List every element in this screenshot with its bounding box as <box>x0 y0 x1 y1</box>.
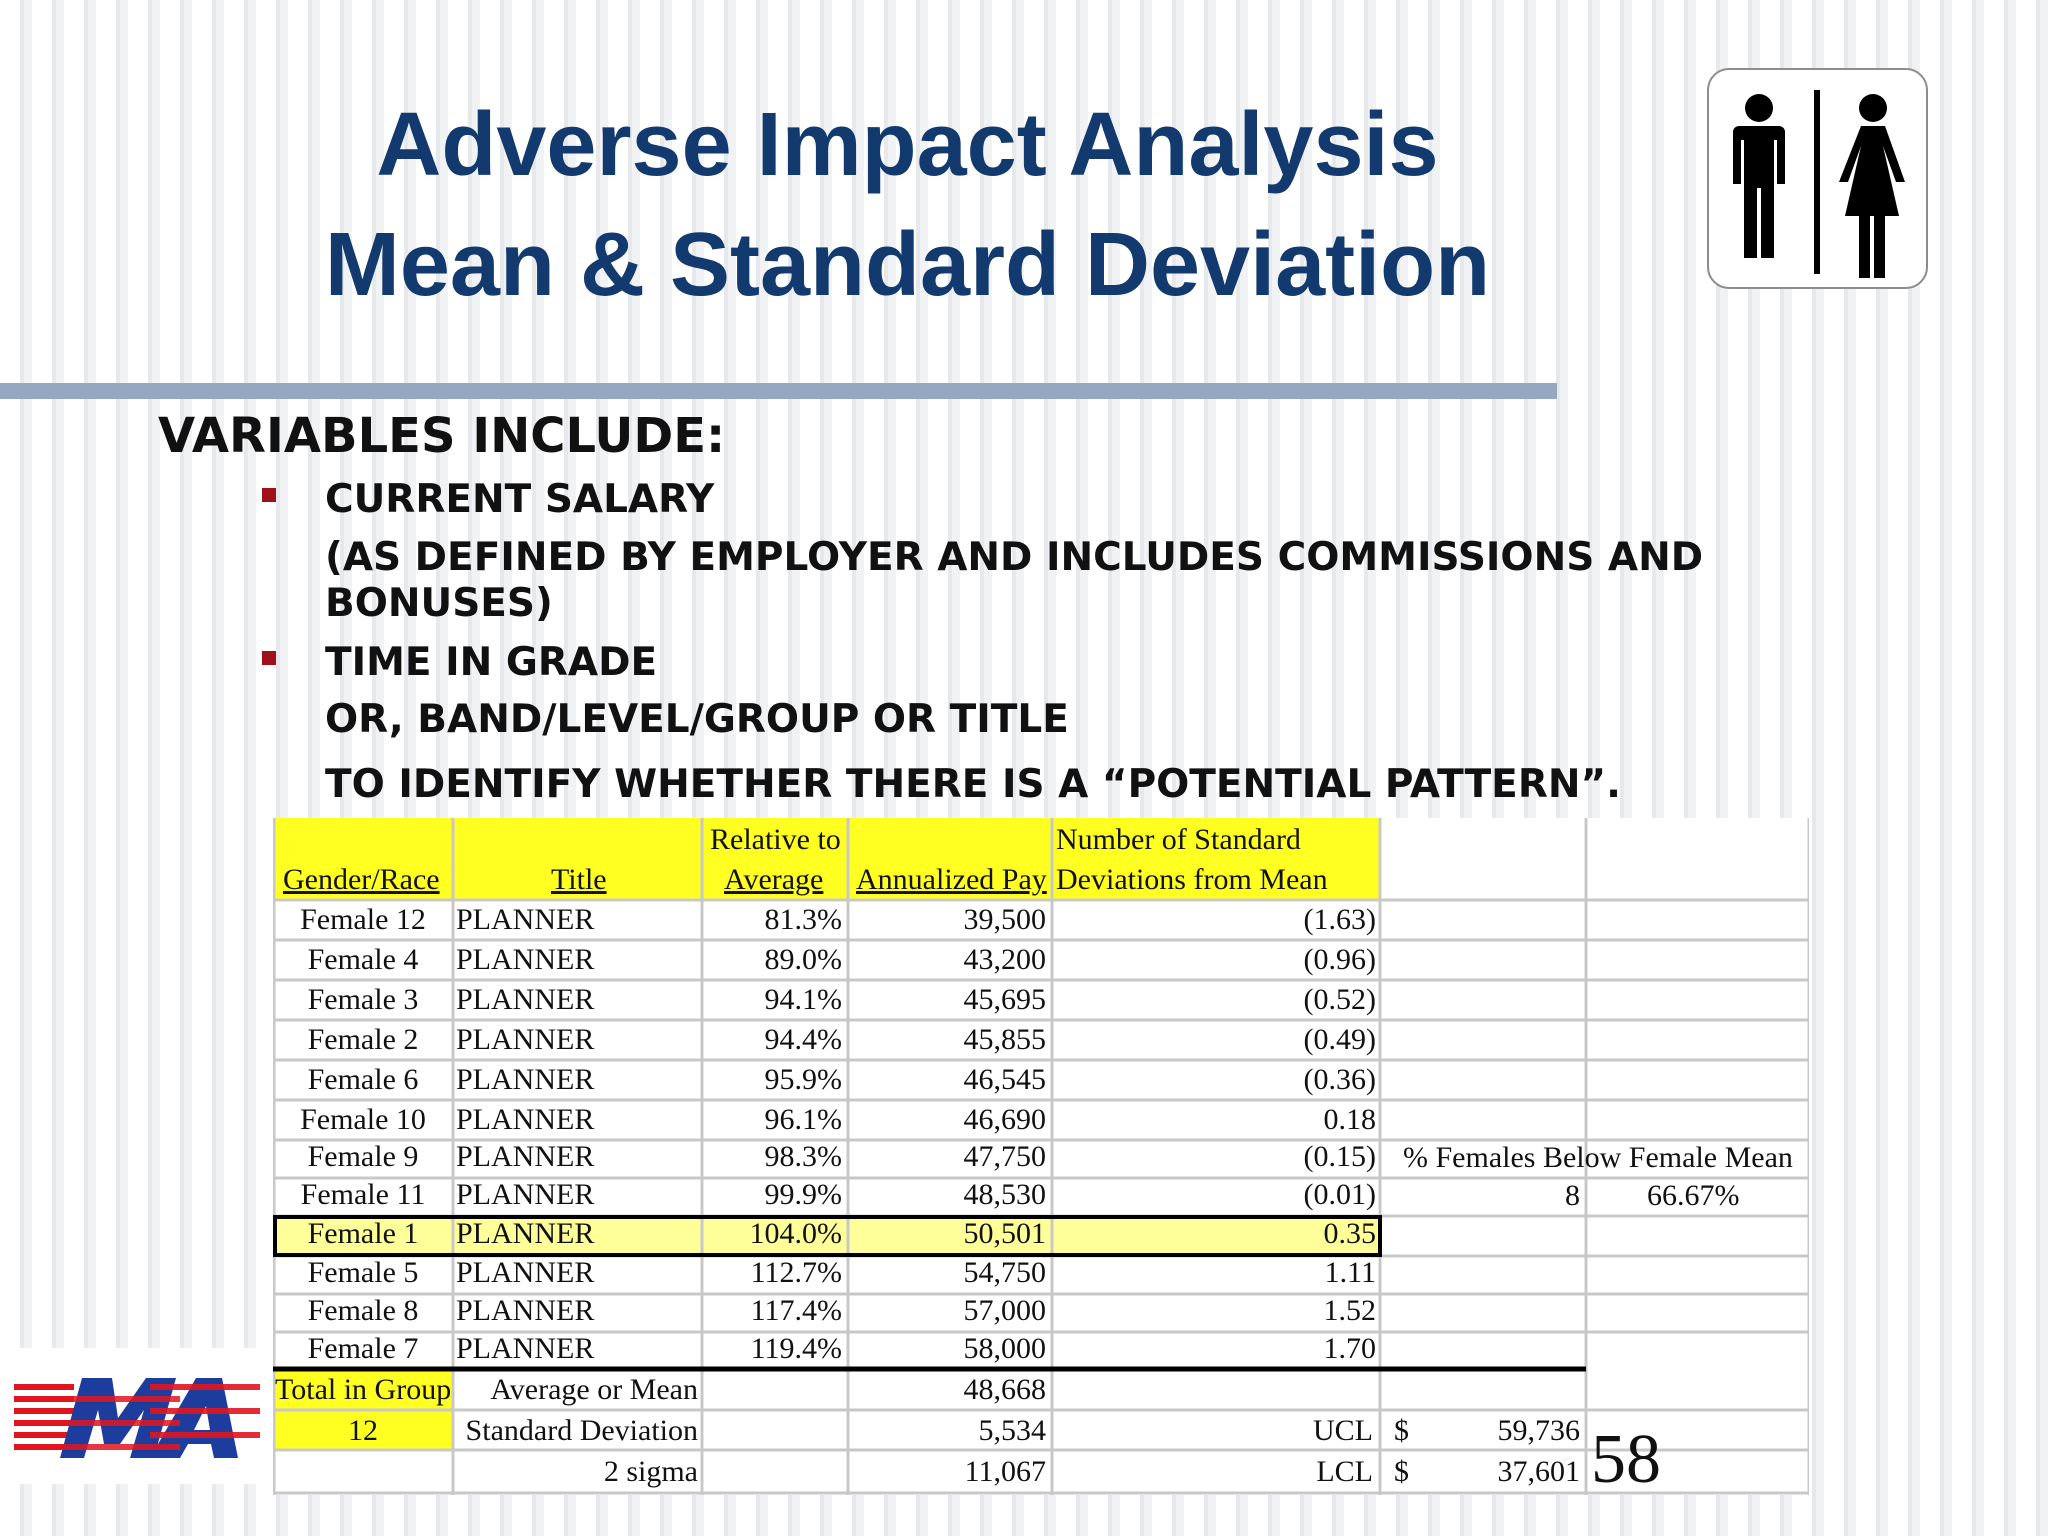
cell-gender-race: Female 2 <box>307 1023 419 1056</box>
cell-std-devs: (0.01) <box>1303 1178 1376 1211</box>
cell-annualized-pay: 47,750 <box>963 1140 1046 1173</box>
total-in-group-label: Total in Group <box>275 1373 452 1406</box>
two-sigma-label: 2 sigma <box>603 1455 698 1488</box>
ucl-currency: $ <box>1394 1414 1409 1447</box>
header-relative-line1: Relative to <box>710 823 841 856</box>
cell-relative: 117.4% <box>750 1294 842 1327</box>
cell-title: PLANNER <box>456 1103 595 1136</box>
females-below-mean-label: % Females Below Female Mean <box>1403 1141 1793 1174</box>
header-nsd-line1: Number of Standard <box>1056 823 1301 856</box>
cell-annualized-pay: 46,690 <box>963 1103 1046 1136</box>
bullet-marker <box>262 651 276 665</box>
header-relative-line2: Average <box>724 863 824 896</box>
cell-relative: 94.1% <box>764 983 842 1016</box>
cell-gender-race: Female 9 <box>307 1140 419 1173</box>
cell-gender-race: Female 3 <box>307 983 419 1016</box>
cell-annualized-pay: 39,500 <box>963 903 1046 936</box>
mean-value: 48,668 <box>963 1373 1046 1406</box>
cell-title: PLANNER <box>456 1256 595 1289</box>
std-dev-label: Standard Deviation <box>465 1414 698 1447</box>
bullet-current-salary-detail-2: BONUSES) <box>325 581 553 626</box>
cell-title: PLANNER <box>456 1332 595 1365</box>
cell-title: PLANNER <box>456 1178 595 1211</box>
bullet-time-in-grade: TIME IN GRADE <box>325 640 658 685</box>
cell-std-devs: (0.36) <box>1303 1063 1376 1096</box>
cell-std-devs: 0.18 <box>1323 1103 1376 1136</box>
header-gender-race: Gender/Race <box>283 863 440 896</box>
cell-gender-race: Female 5 <box>307 1256 419 1289</box>
bullet-current-salary-detail: (AS DEFINED BY EMPLOYER AND INCLUDES COMMISSIONS AND <box>325 535 1704 580</box>
cell-gender-race: Female 4 <box>307 943 419 976</box>
cell-std-devs: 1.52 <box>1323 1294 1376 1327</box>
cell-title: PLANNER <box>456 1023 595 1056</box>
slide-title-line1: Adverse Impact Analysis <box>376 95 1439 195</box>
cell-annualized-pay: 46,545 <box>963 1063 1046 1096</box>
cell-title: PLANNER <box>456 943 595 976</box>
cell-relative: 96.1% <box>764 1103 842 1136</box>
cell-gender-race: Female 11 <box>300 1178 426 1211</box>
cell-gender-race: Female 6 <box>307 1063 419 1096</box>
cell-relative: 99.9% <box>764 1178 842 1211</box>
std-dev-value: 5,534 <box>978 1414 1046 1447</box>
cell-relative: 104.0% <box>749 1217 842 1250</box>
cell-gender-race: Female 1 <box>307 1217 419 1250</box>
females-below-mean-percent: 66.67% <box>1647 1179 1740 1212</box>
title-divider <box>0 383 1557 399</box>
females-below-mean-count: 8 <box>1565 1179 1580 1212</box>
cell-std-devs: 1.70 <box>1323 1332 1376 1365</box>
cell-annualized-pay: 43,200 <box>963 943 1046 976</box>
variables-heading: VARIABLES INCLUDE: <box>158 408 726 464</box>
ucl-label: UCL <box>1313 1414 1373 1447</box>
cell-title: PLANNER <box>456 983 595 1016</box>
bullet-current-salary: CURRENT SALARY <box>325 477 715 522</box>
cell-std-devs: (0.15) <box>1303 1140 1376 1173</box>
bullet-time-in-grade-detail: OR, BAND/LEVEL/GROUP OR TITLE <box>325 697 1069 742</box>
cell-gender-race: Female 10 <box>300 1103 426 1136</box>
lcl-currency: $ <box>1394 1455 1409 1488</box>
cell-std-devs: (0.96) <box>1303 943 1376 976</box>
cell-std-devs: (1.63) <box>1303 903 1376 936</box>
cell-std-devs: (0.52) <box>1303 983 1376 1016</box>
cell-std-devs: 1.11 <box>1324 1256 1376 1289</box>
cell-title: PLANNER <box>456 903 595 936</box>
cell-title: PLANNER <box>456 1063 595 1096</box>
cell-annualized-pay: 48,530 <box>963 1178 1046 1211</box>
cell-relative: 81.3% <box>764 903 842 936</box>
cell-annualized-pay: 57,000 <box>963 1294 1046 1327</box>
cell-gender-race: Female 12 <box>300 903 426 936</box>
cell-relative: 119.4% <box>750 1332 842 1365</box>
lcl-label: LCL <box>1316 1455 1373 1488</box>
header-title: Title <box>551 863 607 896</box>
ma-logo <box>0 1348 268 1484</box>
header-annualized-pay: Annualized Pay <box>856 863 1047 896</box>
salary-table <box>273 818 1809 1495</box>
cell-annualized-pay: 45,855 <box>963 1023 1046 1056</box>
header-nsd-line2: Deviations from Mean <box>1056 863 1328 896</box>
lcl-value: 37,601 <box>1497 1455 1580 1488</box>
cell-relative: 95.9% <box>764 1063 842 1096</box>
cell-title: PLANNER <box>456 1140 595 1173</box>
cell-annualized-pay: 54,750 <box>963 1256 1046 1289</box>
cell-gender-race: Female 7 <box>307 1332 419 1365</box>
cell-relative: 98.3% <box>764 1140 842 1173</box>
two-sigma-value: 11,067 <box>964 1455 1046 1488</box>
page-number: 58 <box>1591 1421 1661 1498</box>
cell-title: PLANNER <box>456 1217 595 1250</box>
mean-label: Average or Mean <box>490 1373 698 1406</box>
cell-annualized-pay: 58,000 <box>963 1332 1046 1365</box>
cell-annualized-pay: 50,501 <box>963 1217 1046 1250</box>
cell-gender-race: Female 8 <box>307 1294 419 1327</box>
cell-std-devs: (0.49) <box>1303 1023 1376 1056</box>
cell-annualized-pay: 45,695 <box>963 983 1046 1016</box>
cell-relative: 112.7% <box>750 1256 842 1289</box>
cell-title: PLANNER <box>456 1294 595 1327</box>
cell-relative: 94.4% <box>764 1023 842 1056</box>
restroom-sign-icon <box>1707 68 1928 289</box>
closing-statement: TO IDENTIFY WHETHER THERE IS A “POTENTIAL PATTERN”. <box>325 762 1621 807</box>
slide-title-line2: Mean & Standard Deviation <box>324 215 1491 315</box>
cell-relative: 89.0% <box>764 943 842 976</box>
total-in-group-value: 12 <box>348 1414 378 1447</box>
ucl-value: 59,736 <box>1497 1414 1580 1447</box>
bullet-marker <box>262 488 276 502</box>
cell-std-devs: 0.35 <box>1323 1217 1376 1250</box>
